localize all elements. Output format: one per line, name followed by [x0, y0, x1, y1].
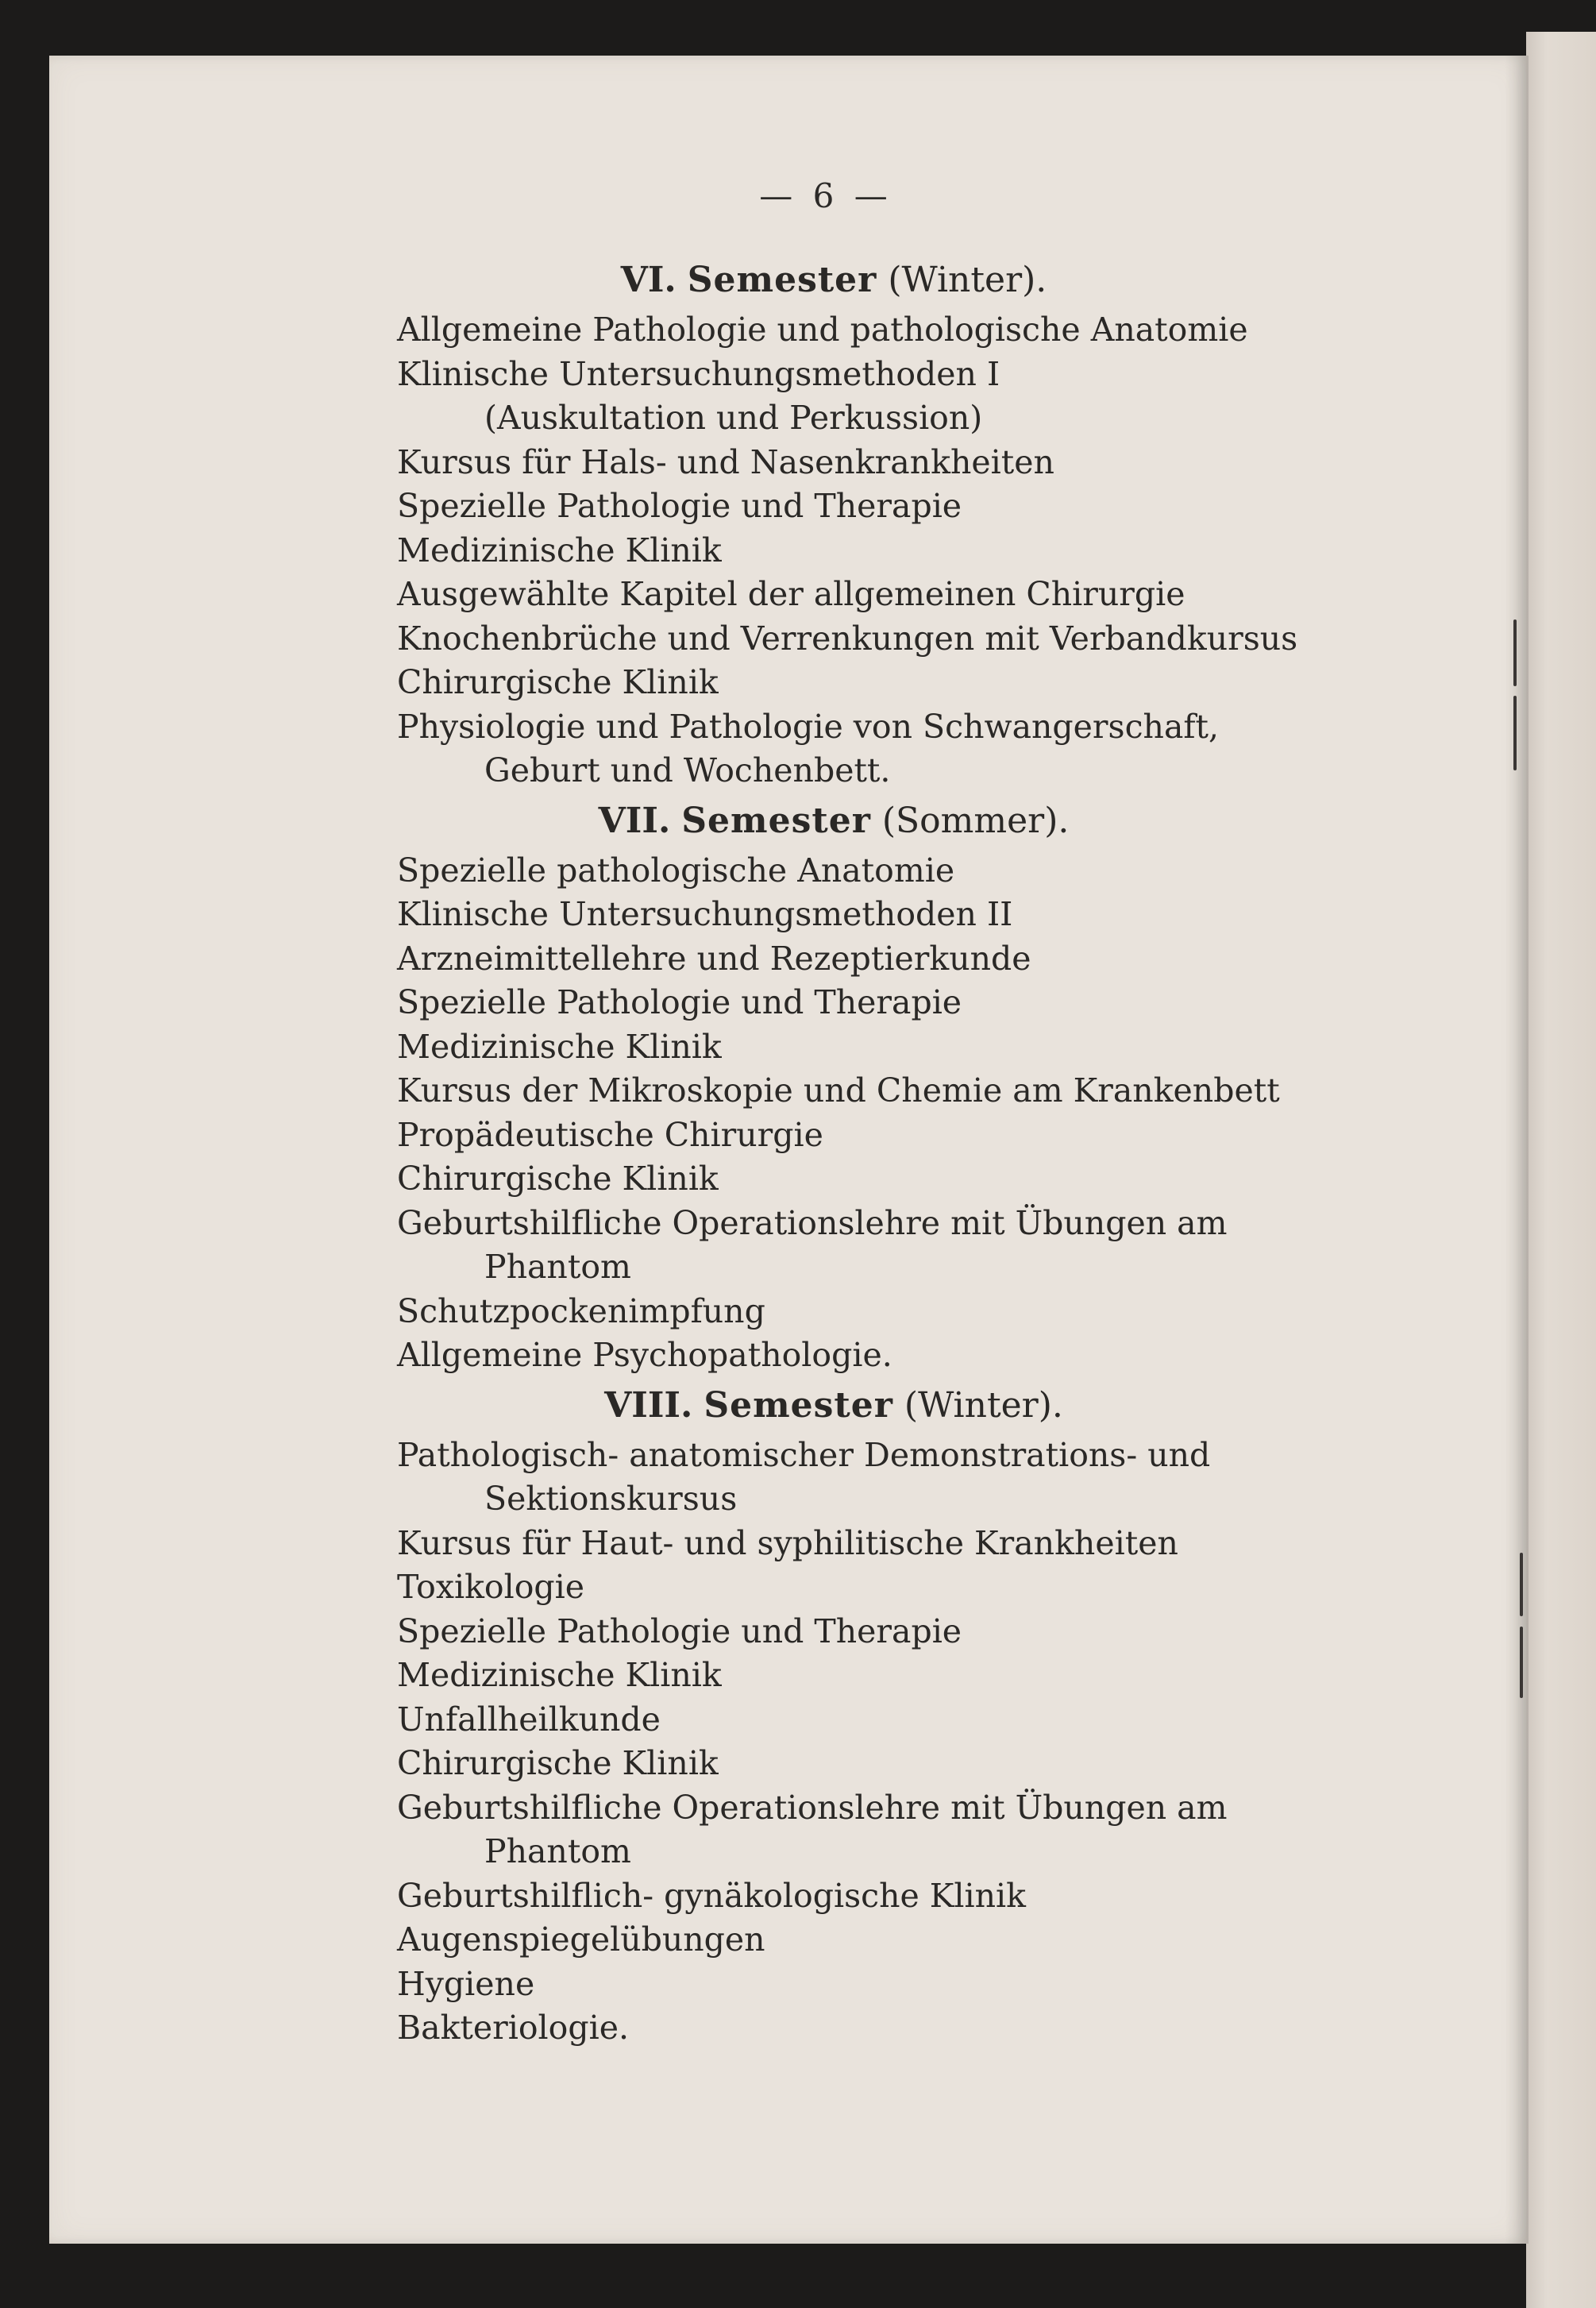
course-item: Chirurgische Klinik — [397, 1744, 719, 1782]
course-item: Spezielle Pathologie und Therapie — [397, 1611, 962, 1650]
binding-mark — [1520, 1553, 1523, 1616]
course-continuation: (Auskultation und Perkussion) — [484, 399, 983, 437]
course-continuation: Sektionskursus — [484, 1480, 738, 1518]
binding-mark — [1520, 1627, 1523, 1698]
course-item: Allgemeine Psychopathologie. — [397, 1336, 892, 1374]
semester-season: (Winter). — [888, 260, 1047, 300]
semester-heading — [397, 793, 1270, 849]
course-item: Geburtshilflich- gynäkologische Klinik — [397, 1876, 1026, 1915]
semester-section — [397, 253, 1298, 793]
semester-season: (Sommer). — [881, 800, 1070, 841]
course-item: Spezielle Pathologie und Therapie — [397, 487, 962, 525]
course-item: Kursus der Mikroskopie und Chemie am Krankenbett — [397, 1071, 1280, 1110]
semester-section — [397, 793, 1280, 1378]
course-item: Klinische Untersuchungsmethoden II — [397, 895, 1013, 933]
course-item: Schutzpockenimpfung — [397, 1291, 765, 1330]
course-item: Medizinische Klinik — [397, 1027, 722, 1066]
course-item: Propädeutische Chirurgie — [397, 1115, 823, 1154]
semester-numeral: VI. — [620, 260, 677, 300]
semester-numeral: VII. — [598, 800, 671, 841]
course-item: Chirurgische Klinik — [397, 1160, 719, 1198]
course-item: Chirurgische Klinik — [397, 663, 719, 701]
course-item: Spezielle Pathologie und Therapie — [397, 983, 962, 1021]
course-item: Hygiene — [397, 1964, 535, 2003]
course-continuation: Phantom — [484, 1832, 631, 1870]
course-item: Toxikologie — [397, 1568, 585, 1606]
course-item: Medizinische Klinik — [397, 1656, 722, 1694]
course-item: Augenspiegelübungen — [397, 1920, 765, 1959]
next-page-edge — [1526, 32, 1596, 2308]
course-item: Klinische Untersuchungsmethoden I — [397, 354, 1000, 393]
semester-word: Semester — [687, 260, 877, 300]
page-number: — 6 — — [759, 176, 892, 215]
semester-season: (Winter). — [904, 1384, 1063, 1426]
semester-section — [397, 1378, 1270, 2051]
semester-heading — [397, 1378, 1270, 1434]
course-item: Medizinische Klinik — [397, 531, 722, 569]
course-item: Unfallheilkunde — [397, 1700, 661, 1739]
course-item: Geburtshilfliche Operationslehre mit Übungen am — [397, 1203, 1228, 1242]
curriculum-content — [397, 253, 1298, 2051]
binding-mark — [1513, 696, 1517, 770]
semester-word: Semester — [704, 1384, 893, 1426]
course-item: Bakteriologie. — [397, 2009, 630, 2047]
semester-heading — [397, 253, 1270, 308]
gutter-shadow — [1505, 56, 1529, 2244]
course-item: Knochenbrüche und Verrenkungen mit Verbandkursus — [397, 619, 1298, 658]
course-item: Allgemeine Pathologie und pathologische Anatomie — [397, 311, 1248, 349]
course-item: Kursus für Hals- und Nasenkrankheiten — [397, 442, 1054, 481]
course-item: Kursus für Haut- und syphilitische Krankheiten — [397, 1523, 1178, 1562]
course-item: Physiologie und Pathologie von Schwangerschaft, — [397, 707, 1220, 746]
course-item: Spezielle pathologische Anatomie — [397, 851, 955, 890]
semester-word: Semester — [681, 800, 871, 841]
semester-numeral: VIII. — [604, 1384, 693, 1426]
course-continuation: Phantom — [484, 1248, 631, 1286]
course-continuation: Geburt und Wochenbett. — [484, 751, 891, 789]
course-item: Ausgewählte Kapitel der allgemeinen Chirurgie — [397, 575, 1185, 613]
course-item: Pathologisch- anatomischer Demonstrations- und — [397, 1435, 1211, 1474]
binding-mark — [1513, 619, 1517, 686]
course-item: Geburtshilfliche Operationslehre mit Übungen am — [397, 1788, 1228, 1827]
course-item: Arzneimittellehre und Rezeptierkunde — [397, 939, 1031, 978]
